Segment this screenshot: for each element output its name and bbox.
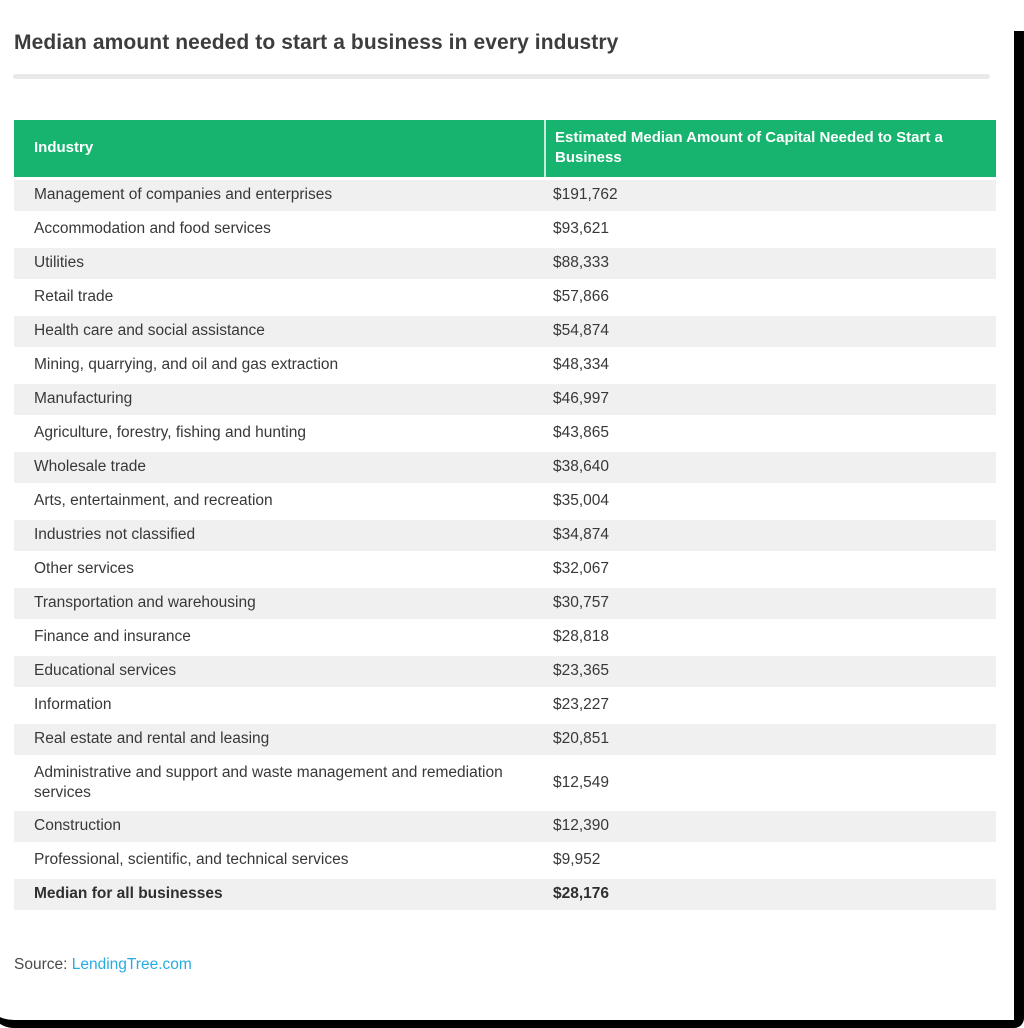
amount-cell: $43,865 [544, 418, 996, 449]
amount-cell: $54,874 [544, 316, 996, 347]
industry-cell: Professional, scientific, and technical services [14, 845, 544, 876]
amount-cell: $9,952 [544, 845, 996, 876]
table-row [14, 282, 996, 313]
table-row [14, 350, 996, 381]
amount-cell: $46,997 [544, 384, 996, 415]
industry-cell: Industries not classified [14, 520, 544, 551]
table-row [14, 554, 996, 585]
industry-cell: Arts, entertainment, and recreation [14, 486, 544, 517]
table-row [14, 214, 996, 245]
source-label: Source: [14, 955, 72, 973]
amount-cell: $34,874 [544, 520, 996, 551]
source-line [14, 956, 1010, 974]
table-row [14, 248, 996, 279]
table-row [14, 452, 996, 483]
amount-cell: $35,004 [544, 486, 996, 517]
amount-cell: $191,762 [544, 180, 996, 211]
industry-cell: Accommodation and food services [14, 214, 544, 245]
table-row [14, 384, 996, 415]
amount-cell: $57,866 [544, 282, 996, 313]
amount-cell: $12,549 [544, 758, 996, 808]
amount-cell: $28,176 [544, 879, 996, 910]
table-header-row [14, 120, 996, 177]
column-header-industry: Industry [14, 120, 544, 177]
industry-cell: Management of companies and enterprises [14, 180, 544, 211]
table-row [14, 724, 996, 755]
page-title: Median amount needed to start a business in every industry [14, 31, 619, 54]
table-row [14, 811, 996, 842]
source-link[interactable]: LendingTree.com [71, 955, 192, 973]
amount-cell: $28,818 [544, 622, 996, 653]
industry-cell: Mining, quarrying, and oil and gas extraction [14, 350, 544, 381]
table-row [14, 758, 996, 808]
industry-cell: Manufacturing [14, 384, 544, 415]
amount-cell: $88,333 [544, 248, 996, 279]
table-row [14, 486, 996, 517]
industry-capital-table [14, 117, 996, 913]
amount-cell: $38,640 [544, 452, 996, 483]
industry-cell: Wholesale trade [14, 452, 544, 483]
industry-cell: Other services [14, 554, 544, 585]
summary-row [14, 879, 996, 910]
amount-cell: $20,851 [544, 724, 996, 755]
industry-cell: Construction [14, 811, 544, 842]
industry-cell: Agriculture, forestry, fishing and hunting [14, 418, 544, 449]
industry-cell: Median for all businesses [14, 879, 544, 910]
table-row [14, 316, 996, 347]
table-row [14, 622, 996, 653]
table-row [14, 588, 996, 619]
table-row [14, 690, 996, 721]
table-row [14, 180, 996, 211]
amount-cell: $23,365 [544, 656, 996, 687]
industry-cell: Administrative and support and waste management and remediation services [14, 758, 544, 808]
industry-cell: Real estate and rental and leasing [14, 724, 544, 755]
industry-cell: Information [14, 690, 544, 721]
amount-cell: $12,390 [544, 811, 996, 842]
industry-cell: Retail trade [14, 282, 544, 313]
amount-cell: $93,621 [544, 214, 996, 245]
industry-cell: Finance and insurance [14, 622, 544, 653]
table-row [14, 656, 996, 687]
industry-cell: Health care and social assistance [14, 316, 544, 347]
amount-cell: $48,334 [544, 350, 996, 381]
amount-cell: $23,227 [544, 690, 996, 721]
industry-cell: Educational services [14, 656, 544, 687]
table-row [14, 418, 996, 449]
title-divider [13, 74, 990, 79]
table-row [14, 845, 996, 876]
amount-cell: $30,757 [544, 588, 996, 619]
amount-cell: $32,067 [544, 554, 996, 585]
infographic-card [0, 31, 1024, 1028]
industry-cell: Transportation and warehousing [14, 588, 544, 619]
column-header-amount: Estimated Median Amount of Capital Needed to Start a Business [544, 120, 996, 177]
table-row [14, 520, 996, 551]
industry-cell: Utilities [14, 248, 544, 279]
